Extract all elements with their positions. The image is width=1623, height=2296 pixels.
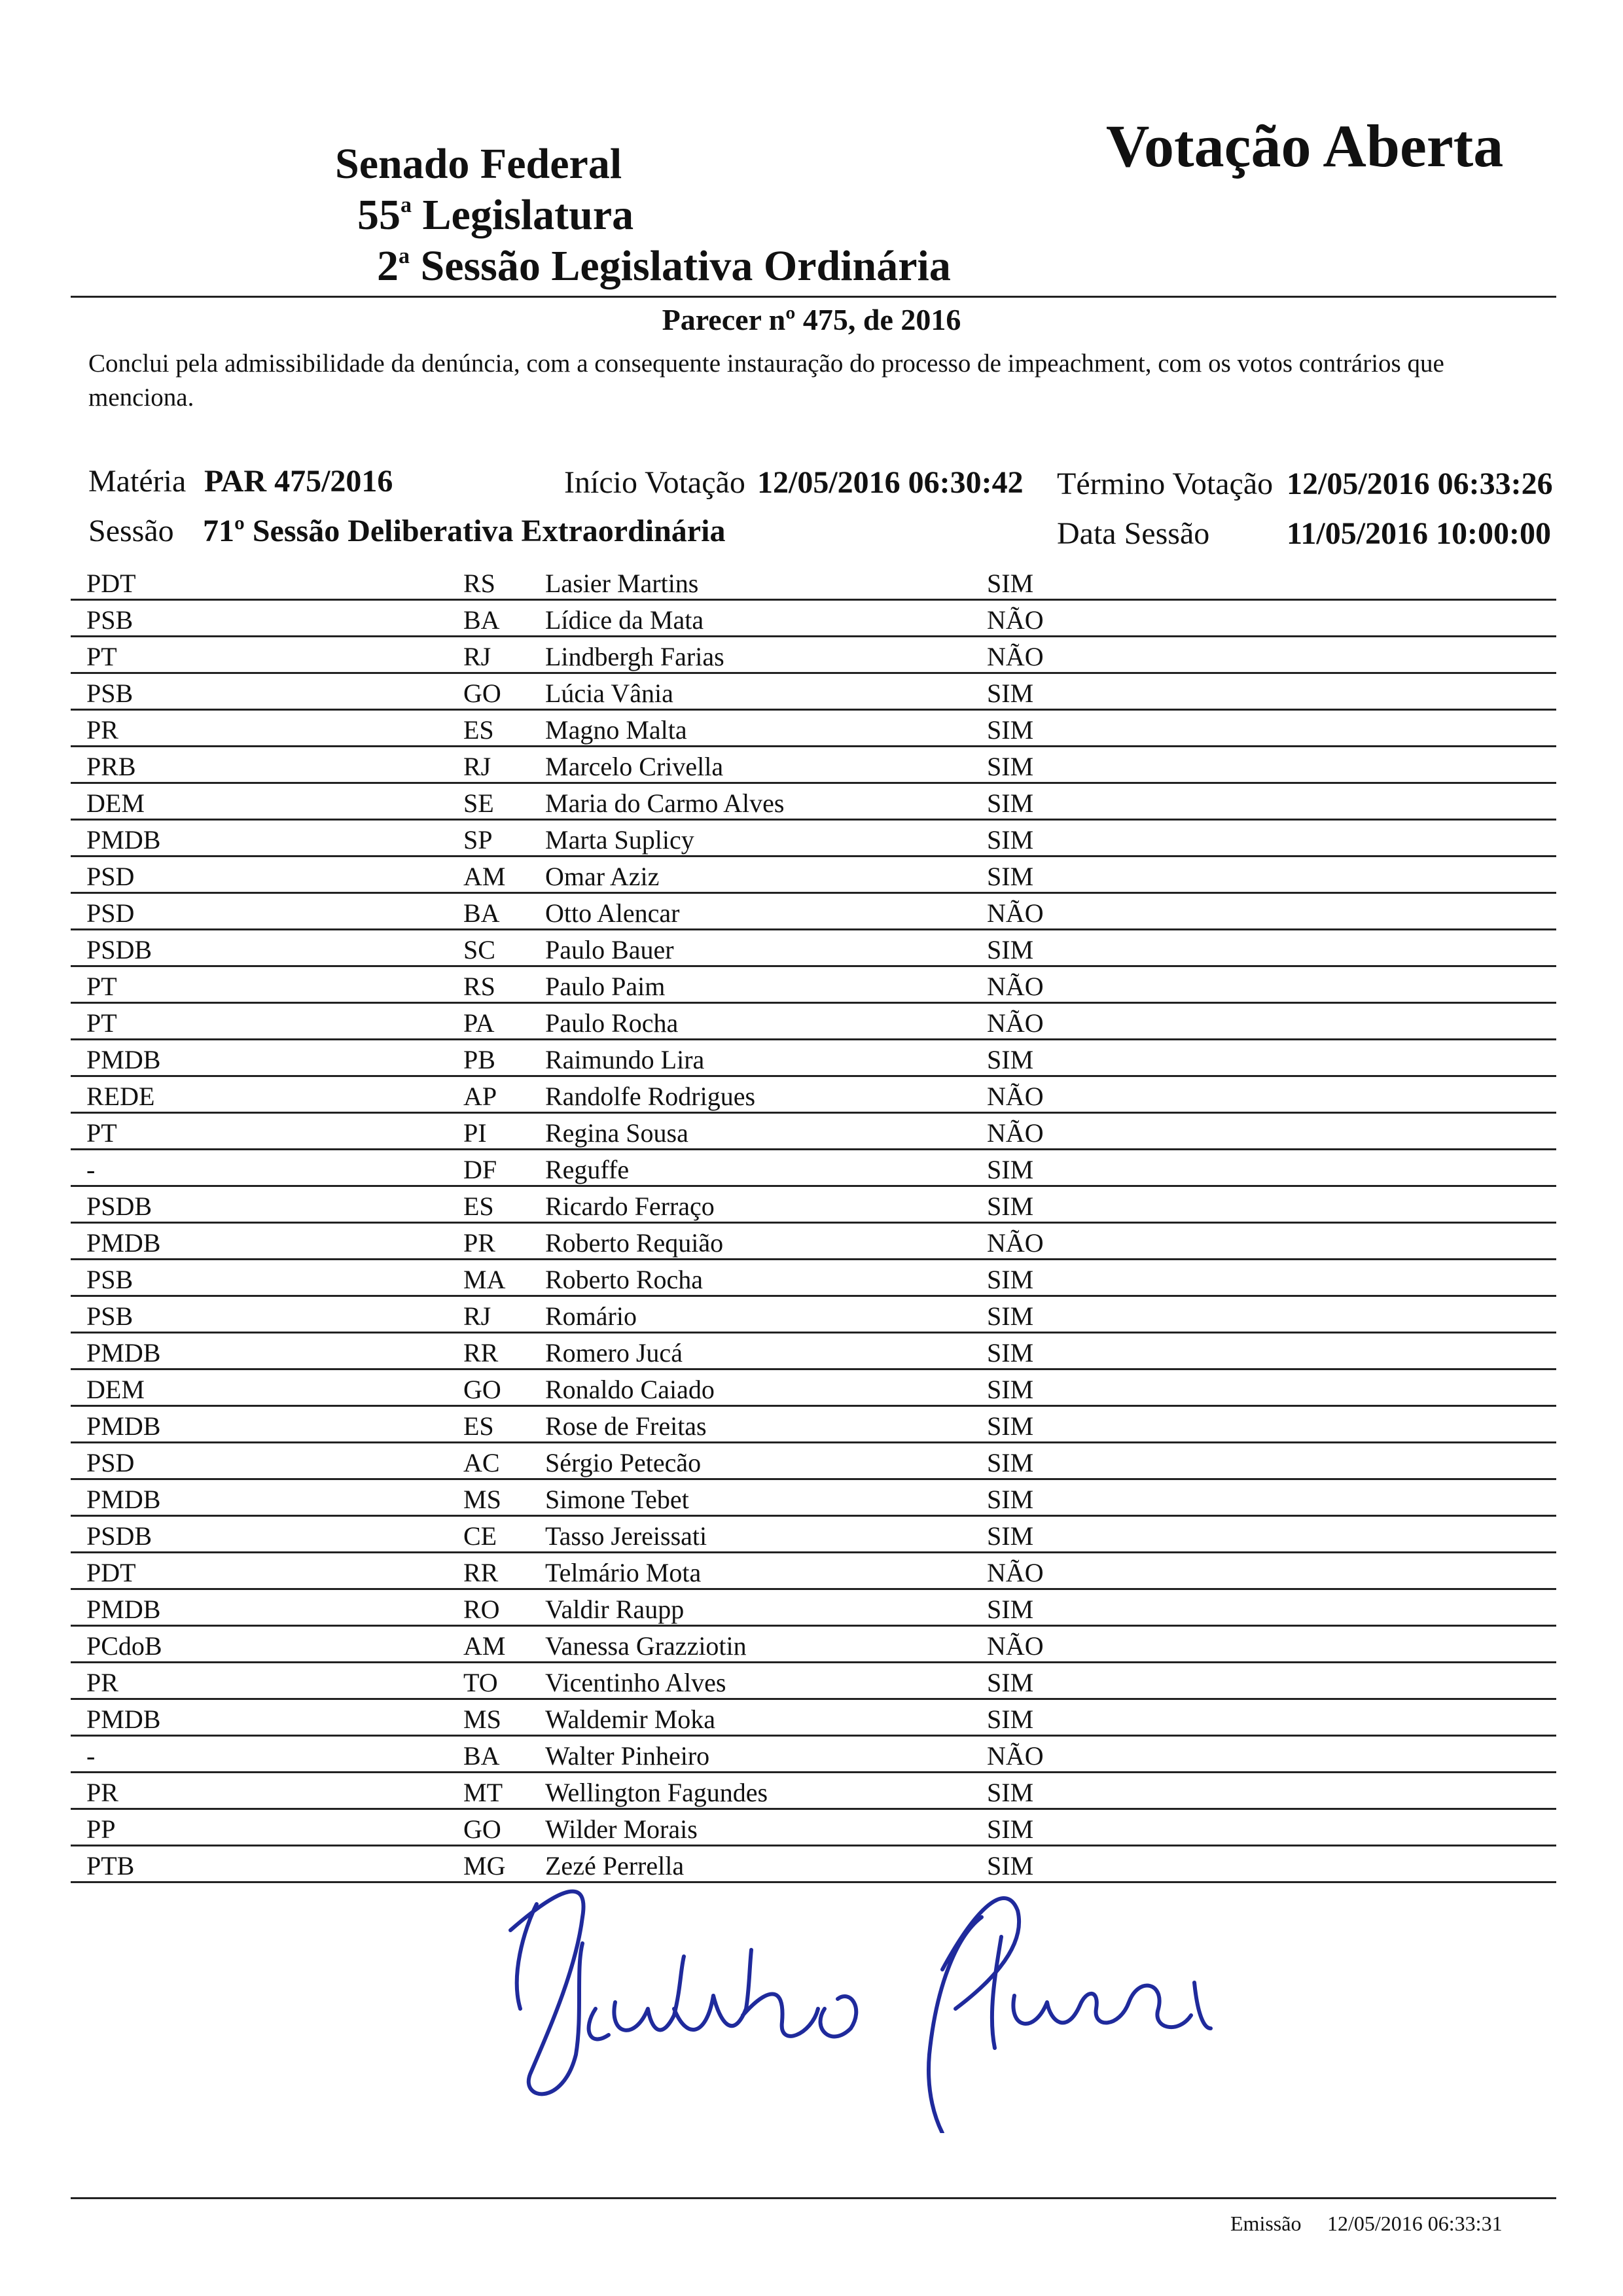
uf-cell: ES [463, 715, 494, 745]
uf-cell: PB [463, 1045, 495, 1074]
senator-name-cell: Paulo Rocha [545, 1008, 679, 1038]
vote-cell: SIM [987, 1485, 1034, 1514]
vote-row [71, 564, 1556, 601]
senator-name-cell: Roberto Rocha [545, 1265, 704, 1294]
vote-cell: NÃO [987, 1228, 1044, 1258]
party-cell: - [86, 1741, 96, 1771]
legislative-session-line [377, 242, 951, 290]
party-cell: PCdoB [86, 1631, 162, 1661]
uf-cell: GO [463, 1375, 501, 1404]
vote-row [71, 1224, 1556, 1260]
party-cell: DEM [86, 788, 145, 818]
party-cell: PMDB [86, 1228, 161, 1258]
vote-cell: SIM [987, 569, 1034, 598]
senator-name-cell: Vicentinho Alves [545, 1668, 726, 1697]
party-cell: PT [86, 1118, 117, 1148]
uf-cell: RS [463, 569, 495, 598]
vote-cell: SIM [987, 1814, 1034, 1844]
party-cell: PR [86, 1668, 118, 1697]
parecer-title: Parecer nº 475, de 2016 [662, 303, 961, 336]
party-cell: PSB [86, 1265, 134, 1294]
vote-row [71, 601, 1556, 637]
vote-cell: SIM [987, 1265, 1034, 1294]
party-cell: PSB [86, 679, 134, 708]
party-cell: PR [86, 715, 118, 745]
vote-row [71, 1737, 1556, 1773]
vote-cell: SIM [987, 1301, 1034, 1331]
senator-name-cell: Lindbergh Farias [545, 642, 724, 671]
parecer-summary: Conclui pela admissibilidade da denúncia, com a consequente instauração do processo de impeachment, com os votos contrários que menciona. [88, 349, 1444, 412]
vote-row [71, 711, 1556, 747]
vote-row [71, 1480, 1556, 1517]
party-cell: PSB [86, 605, 134, 635]
vote-row [71, 1810, 1556, 1846]
vote-cell: NÃO [987, 642, 1044, 671]
vote-row [71, 1150, 1556, 1187]
senator-name-cell: Paulo Bauer [545, 935, 674, 964]
vote-row [71, 1260, 1556, 1297]
vote-cell: SIM [987, 679, 1034, 708]
party-cell: PSDB [86, 935, 152, 964]
senator-name-cell: Telmário Mota [545, 1558, 702, 1587]
inicio-votacao-value: 12/05/2016 06:30:42 [757, 465, 1024, 500]
vote-cell: SIM [987, 1704, 1034, 1734]
party-cell: PDT [86, 1558, 136, 1587]
uf-cell: MT [463, 1778, 503, 1807]
senator-name-cell: Raimundo Lira [545, 1045, 705, 1074]
party-cell: PT [86, 972, 117, 1001]
party-cell: REDE [86, 1082, 155, 1111]
uf-cell: MS [463, 1704, 501, 1734]
uf-cell: AM [463, 1631, 506, 1661]
uf-cell: RR [463, 1338, 499, 1368]
data-sessao-value: 11/05/2016 10:00:00 [1287, 516, 1551, 551]
footer-divider [71, 2197, 1556, 2199]
uf-cell: BA [463, 898, 500, 928]
vote-row [71, 930, 1556, 967]
vote-row [71, 1663, 1556, 1700]
vote-cell: SIM [987, 752, 1034, 781]
uf-cell: ES [463, 1192, 494, 1221]
party-cell: PT [86, 1008, 117, 1038]
uf-cell: PR [463, 1228, 495, 1258]
vote-cell: NÃO [987, 1118, 1044, 1148]
vote-row [71, 967, 1556, 1004]
data-sessao-label: Data Sessão [1057, 516, 1210, 551]
vote-cell: SIM [987, 788, 1034, 818]
uf-cell: SC [463, 935, 495, 964]
vote-cell: SIM [987, 1375, 1034, 1404]
vote-cell: NÃO [987, 1558, 1044, 1587]
legislature-ordinal: a [401, 193, 412, 217]
uf-cell: BA [463, 1741, 500, 1771]
senator-name-cell: Tasso Jereissati [545, 1521, 707, 1551]
uf-cell: TO [463, 1668, 498, 1697]
vote-row [71, 1773, 1556, 1810]
uf-cell: BA [463, 605, 500, 635]
party-cell: PT [86, 642, 117, 671]
senator-name-cell: Paulo Paim [545, 972, 666, 1001]
vote-cell: SIM [987, 1851, 1034, 1881]
vote-row [71, 1553, 1556, 1590]
uf-cell: AC [463, 1448, 500, 1477]
uf-cell: SP [463, 825, 493, 855]
vote-cell: NÃO [987, 972, 1044, 1001]
party-cell: PSDB [86, 1192, 152, 1221]
vote-row [71, 1407, 1556, 1443]
party-cell: PMDB [86, 1045, 161, 1074]
vote-cell: NÃO [987, 605, 1044, 635]
vote-cell: SIM [987, 1338, 1034, 1368]
header-divider [71, 296, 1556, 298]
vote-row [71, 1370, 1556, 1407]
vote-cell: NÃO [987, 1008, 1044, 1038]
senator-name-cell: Otto Alencar [545, 898, 680, 928]
senator-name-cell: Wilder Morais [545, 1814, 698, 1844]
party-cell: PDT [86, 569, 136, 598]
vote-row [71, 747, 1556, 784]
vote-cell: SIM [987, 1192, 1034, 1221]
party-cell: PMDB [86, 1704, 161, 1734]
inicio-votacao-label: Início Votação [564, 465, 745, 500]
vote-row [71, 1590, 1556, 1627]
legislature-line [357, 191, 634, 239]
party-cell: PMDB [86, 825, 161, 855]
uf-cell: RR [463, 1558, 499, 1587]
vote-type-title: Votação Aberta [1106, 113, 1504, 179]
senator-name-cell: Vanessa Grazziotin [545, 1631, 747, 1661]
senator-name-cell: Wellington Fagundes [545, 1778, 768, 1807]
vote-cell: SIM [987, 1448, 1034, 1477]
senator-name-cell: Romero Jucá [545, 1338, 683, 1368]
senator-name-cell: Ronaldo Caiado [545, 1375, 715, 1404]
vote-row [71, 674, 1556, 711]
vote-row [71, 1297, 1556, 1333]
session-number: 2 [377, 242, 399, 290]
senator-name-cell: Marta Suplicy [545, 825, 694, 855]
senator-name-cell: Magno Malta [545, 715, 687, 745]
senator-name-cell: Reguffe [545, 1155, 630, 1184]
vote-cell: SIM [987, 1778, 1034, 1807]
vote-cell: SIM [987, 1668, 1034, 1697]
vote-row [71, 1443, 1556, 1480]
party-cell: PP [86, 1814, 116, 1844]
uf-cell: PA [463, 1008, 495, 1038]
vote-cell: NÃO [987, 1631, 1044, 1661]
senator-name-cell: Lídice da Mata [545, 605, 704, 635]
party-cell: DEM [86, 1375, 145, 1404]
vote-row [71, 894, 1556, 930]
senator-name-cell: Sérgio Petecão [545, 1448, 702, 1477]
uf-cell: DF [463, 1155, 497, 1184]
senator-name-cell: Marcelo Crivella [545, 752, 724, 781]
uf-cell: AP [463, 1082, 497, 1111]
materia-label: Matéria [88, 464, 187, 499]
senator-name-cell: Romário [545, 1301, 637, 1331]
vote-row [71, 821, 1556, 857]
vote-row [71, 1114, 1556, 1150]
party-cell: PMDB [86, 1411, 161, 1441]
vote-table [71, 564, 1556, 1883]
emissao-value: 12/05/2016 06:33:31 [1327, 2212, 1503, 2235]
termino-votacao-value: 12/05/2016 06:33:26 [1287, 467, 1553, 501]
vote-cell: SIM [987, 1411, 1034, 1441]
vote-row [71, 1333, 1556, 1370]
uf-cell: SE [463, 788, 494, 818]
party-cell: PMDB [86, 1485, 161, 1514]
senator-name-cell: Rose de Freitas [545, 1411, 707, 1441]
materia-value: PAR 475/2016 [204, 464, 393, 499]
vote-row [71, 1077, 1556, 1114]
sessao-value: 71º Sessão Deliberativa Extraordinária [203, 514, 726, 548]
uf-cell: GO [463, 679, 501, 708]
vote-row [71, 1700, 1556, 1737]
party-cell: PSD [86, 898, 135, 928]
uf-cell: MG [463, 1851, 506, 1881]
uf-cell: RS [463, 972, 495, 1001]
uf-cell: CE [463, 1521, 497, 1551]
senator-name-cell: Zezé Perrella [545, 1851, 685, 1881]
vote-cell: SIM [987, 1521, 1034, 1551]
institution-name: Senado Federal [335, 140, 622, 188]
senator-name-cell: Waldemir Moka [545, 1704, 716, 1734]
uf-cell: PI [463, 1118, 487, 1148]
vote-row [71, 1627, 1556, 1663]
uf-cell: GO [463, 1814, 501, 1844]
emissao-label: Emissão [1230, 2212, 1302, 2235]
legislature-number: 55 [357, 191, 401, 239]
senator-name-cell: Lúcia Vânia [545, 679, 673, 708]
vote-row [71, 637, 1556, 674]
vote-row [71, 1517, 1556, 1553]
vote-row [71, 784, 1556, 821]
party-cell: PRB [86, 752, 136, 781]
termino-votacao-label: Término Votação [1057, 467, 1274, 501]
party-cell: PSB [86, 1301, 134, 1331]
senator-name-cell: Ricardo Ferraço [545, 1192, 715, 1221]
senator-name-cell: Simone Tebet [545, 1485, 689, 1514]
uf-cell: RO [463, 1595, 500, 1624]
party-cell: PMDB [86, 1595, 161, 1624]
uf-cell: RJ [463, 642, 491, 671]
vote-row [71, 857, 1556, 894]
senator-name-cell: Walter Pinheiro [545, 1741, 710, 1771]
vote-cell: SIM [987, 1155, 1034, 1184]
uf-cell: AM [463, 862, 506, 891]
legislature-text: Legislatura [412, 191, 634, 239]
vote-cell: NÃO [987, 1741, 1044, 1771]
senator-name-cell: Regina Sousa [545, 1118, 688, 1148]
vote-row [71, 1187, 1556, 1224]
senator-name-cell: Omar Aziz [545, 862, 660, 891]
sessao-label: Sessão [88, 514, 174, 548]
senator-name-cell: Randolfe Rodrigues [545, 1082, 756, 1111]
uf-cell: MA [463, 1265, 506, 1294]
vote-cell: NÃO [987, 898, 1044, 928]
session-text: Sessão Legislativa Ordinária [410, 242, 951, 290]
vote-cell: SIM [987, 825, 1034, 855]
uf-cell: ES [463, 1411, 494, 1441]
senator-name-cell: Valdir Raupp [545, 1595, 685, 1624]
vote-cell: SIM [987, 1595, 1034, 1624]
vote-row [71, 1004, 1556, 1040]
party-cell: PSDB [86, 1521, 152, 1551]
senator-name-cell: Lasier Martins [545, 569, 699, 598]
party-cell: PR [86, 1778, 118, 1807]
party-cell: PSD [86, 862, 135, 891]
handwritten-signature [484, 1858, 1283, 2133]
party-cell: PTB [86, 1851, 135, 1881]
party-cell: PMDB [86, 1338, 161, 1368]
vote-row [71, 1040, 1556, 1077]
senator-name-cell: Maria do Carmo Alves [545, 788, 785, 818]
vote-cell: SIM [987, 1045, 1034, 1074]
uf-cell: MS [463, 1485, 501, 1514]
vote-cell: SIM [987, 862, 1034, 891]
vote-cell: SIM [987, 935, 1034, 964]
party-cell: - [86, 1155, 96, 1184]
vote-cell: SIM [987, 715, 1034, 745]
uf-cell: RJ [463, 752, 491, 781]
senator-name-cell: Roberto Requião [545, 1228, 724, 1258]
vote-cell: NÃO [987, 1082, 1044, 1111]
session-ordinal: a [399, 244, 410, 268]
uf-cell: RJ [463, 1301, 491, 1331]
party-cell: PSD [86, 1448, 135, 1477]
